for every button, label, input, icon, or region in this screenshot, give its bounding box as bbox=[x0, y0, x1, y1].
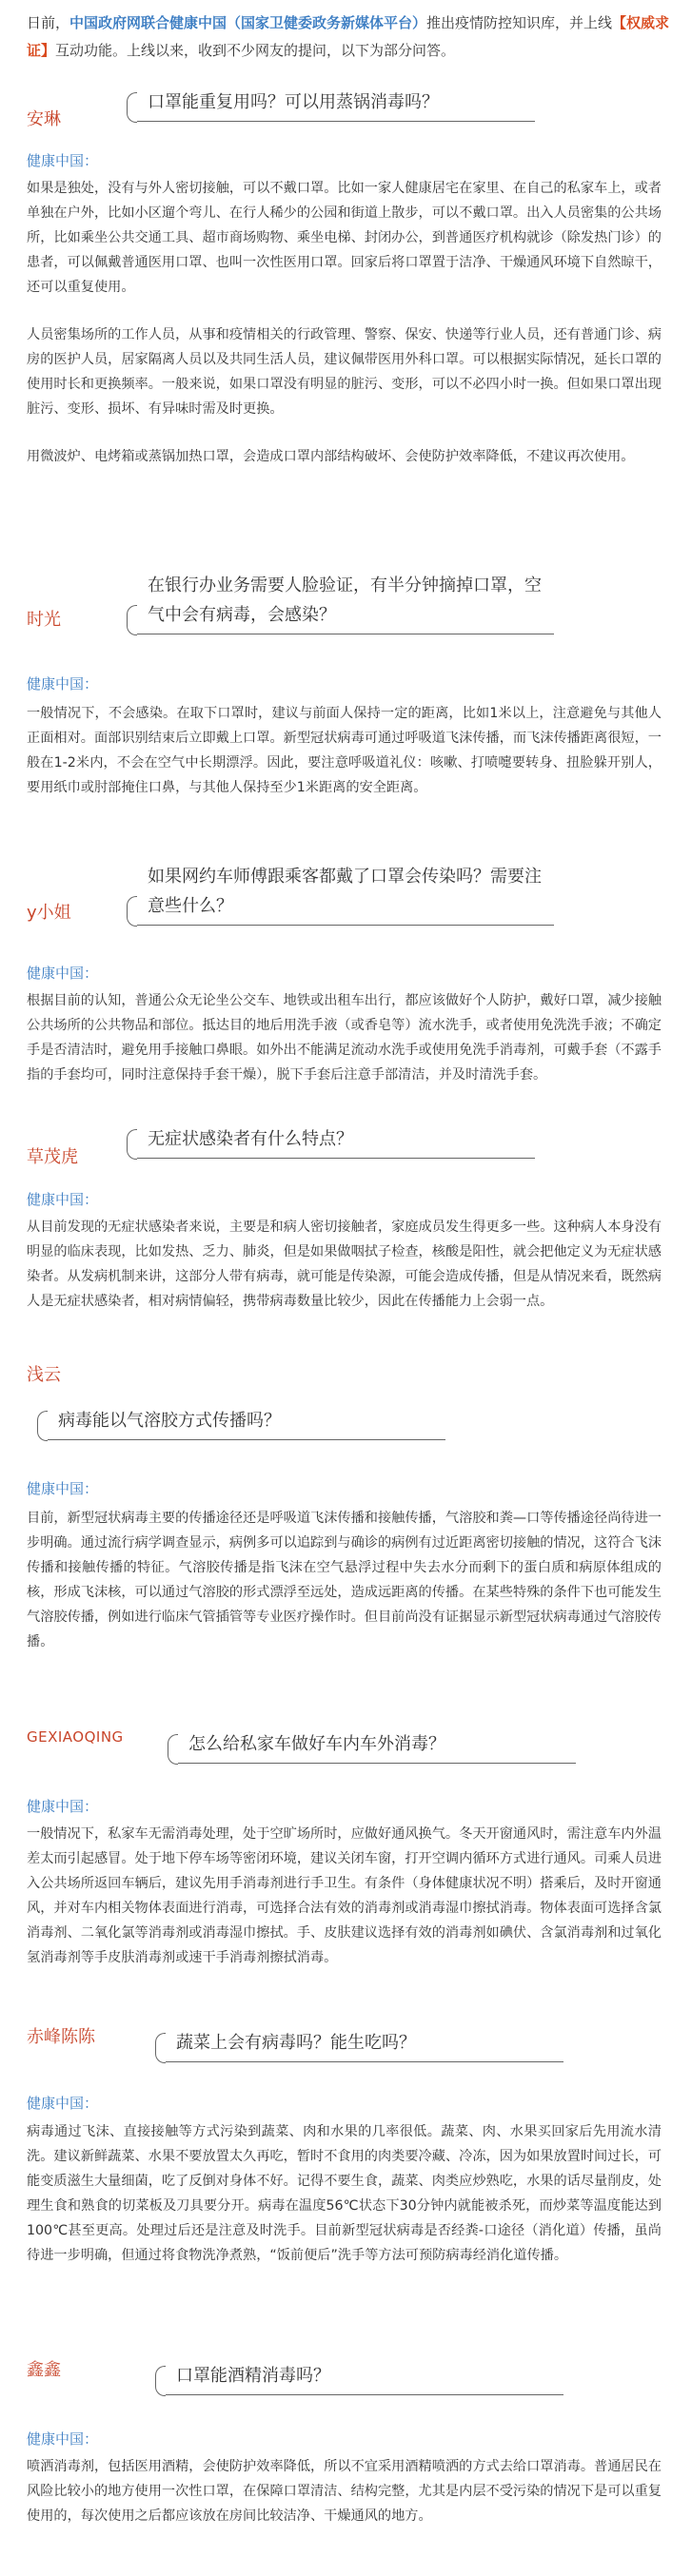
question-bubble bbox=[135, 569, 554, 634]
answer-body bbox=[27, 701, 662, 800]
question-bubble bbox=[135, 86, 535, 122]
asker-name: 草茂虎 bbox=[27, 1147, 78, 1167]
answer-body bbox=[27, 1822, 662, 1970]
bubble-curl bbox=[155, 2366, 166, 2396]
answer-paragraph: 如果是独处，没有与外人密切接触，可以不戴口罩。比如一家人健康居宅在家里、在自己的私家车上，或者单独在户外，比如小区遛个弯儿、在行人稀少的公园和街道上散步，可以不戴口罩。出入人员密集的公共场所，比如乘坐公共交通工具、超市商场购物、乘坐电梯、封闭办公，到普通医疗机构就诊（除发热门诊）的患者，可以佩戴普通医用口罩、也叫一次性医用口罩。回家后将口罩置于洁净、干燥通风环境下自然晾干，还可以重复使用。 bbox=[27, 181, 662, 295]
asker-name: GEXIAOQING bbox=[27, 1728, 124, 1746]
bubble-curl bbox=[127, 896, 137, 927]
question-text: 病毒能以气溶胶方式传播吗？ bbox=[58, 1411, 281, 1431]
question-text: 怎么给私家车做好车内车外消毒？ bbox=[188, 1734, 445, 1754]
asker-name: 安琳 bbox=[27, 109, 61, 129]
bubble-curl bbox=[127, 92, 137, 123]
intro-feature-label: 【权威求证】 bbox=[27, 14, 670, 59]
asker-name: 浅云 bbox=[27, 1365, 61, 1385]
answer-paragraph: 从目前发现的无症状感染者来说，主要是和病人密切接触者，家庭成员发生得更多一些。这种病人本身没有明显的临床表现，比如发热、乏力、肺炎，但是如果做咽拭子检查，核酸是阳性，就会把他定义为无症状感染者。从发病机制来讲，这部分人带有病毒，就可能是传染源，可能会造成传播，但是从情况来看，既然病人是无症状感染者，相对病情偏轻，携带病毒数量比较少，因此在传播能力上会弱一点。 bbox=[27, 1220, 662, 1309]
answer-body bbox=[27, 988, 662, 1087]
bubble-curl bbox=[127, 605, 137, 635]
answer-paragraph: 用微波炉、电烤箱或蒸锅加热口罩，会造成口罩内部结构破坏、会使防护效率降低，不建议再次使用。 bbox=[27, 449, 635, 464]
asker-name: y小姐 bbox=[27, 903, 71, 923]
bubble-curl bbox=[168, 1734, 178, 1765]
answer-body bbox=[27, 176, 662, 469]
question-bubble bbox=[164, 2359, 563, 2395]
bubble-curl bbox=[127, 1129, 137, 1160]
question-text: 口罩能重复用吗？可以用蒸锅消毒吗？ bbox=[148, 92, 439, 112]
intro-mid: 推出疫情防控知识库，并上线 bbox=[426, 14, 613, 31]
answer-source: 健康中国： bbox=[27, 1480, 99, 1497]
bubble-curl bbox=[155, 2033, 166, 2063]
answer-body bbox=[27, 1506, 662, 1654]
question-text: 在银行办业务需要人脸验证，有半分钟摘掉口罩，空气中会有病毒，会感染？ bbox=[148, 576, 542, 625]
answer-body bbox=[27, 1215, 662, 1314]
answer-paragraph: 人员密集场所的工作人员，从事和疫情相关的行政管理、警察、保安、快递等行业人员，还有普通门诊、病房的医护人员，居家隔离人员以及共同生活人员，建议佩带医用外科口罩。可以根据实际情况，延长口罩的使用时长和更换频率。一般来说，如果口罩没有明显的脏污、变形，可以不必四小时一换。但如果口罩出现脏污、变形、损坏、有异味时需及时更换。 bbox=[27, 327, 662, 417]
answer-paragraph: 喷洒消毒剂，包括医用酒精，会使防护效率降低，所以不宜采用酒精喷洒的方式去给口罩消毒。普通居民在风险比较小的地方使用一次性口罩，在保障口罩清洁、结构完整，尤其是内层不受污染的情况下是可以重复使用的，每次使用之后都应该放在房间比较洁净、干燥通风的地方。 bbox=[27, 2459, 662, 2524]
asker-name: 赤峰陈陈 bbox=[27, 2027, 95, 2047]
question-text: 蔬菜上会有病毒吗？能生吃吗？ bbox=[176, 2033, 416, 2053]
answer-paragraph: 一般情况下，不会感染。在取下口罩时，建议与前面人保持一定的距离，比如1米以上，注意避免与其他人正面相对。面部识别结束后立即戴上口罩。新型冠状病毒可通过呼吸道飞沫传播，而飞沫传播距离很短，一般在1-2米内，不会在空气中长期漂浮。因此，要注意呼吸道礼仪：咳嗽、打喷嚏要转身、扭脸躲开别人，要用纸巾或肘部掩住口鼻，与其他人保持至少1米距离的安全距离。 bbox=[27, 706, 662, 795]
question-bubble bbox=[135, 1122, 535, 1159]
answer-paragraph: 目前，新型冠状病毒主要的传播途径还是呼吸道飞沫传播和接触传播，气溶胶和粪—口等传播途径尚待进一步明确。通过流行病学调查显示，病例多可以追踪到与确诊的病例有过近距离密切接触的情况，这符合飞沫传播和接触传播的特征。气溶胶传播是指飞沫在空气悬浮过程中失去水分而剩下的蛋白质和病原体组成的核，形成飞沫核，可以通过气溶胶的形式漂浮至远处，造成远距离的传播。在某些特殊的条件下也可能发生气溶胶传播，例如进行临床气管插管等专业医疗操作时。但目前尚没有证据显示新型冠状病毒通过气溶胶传播。 bbox=[27, 1511, 662, 1649]
asker-name: 时光 bbox=[27, 610, 61, 630]
answer-source: 健康中国： bbox=[27, 1191, 99, 1208]
question-text: 口罩能酒精消毒吗？ bbox=[176, 2366, 330, 2386]
question-text: 无症状感染者有什么特点？ bbox=[148, 1129, 353, 1149]
bubble-curl bbox=[37, 1411, 48, 1441]
intro-paragraph bbox=[27, 10, 683, 65]
question-bubble bbox=[46, 1404, 445, 1440]
answer-paragraph: 根据目前的认知，普通公众无论坐公交车、地铁或出租车出行，都应该做好个人防护，戴好口罩，减少接触公共场所的公共物品和部位。抵达目的地后用洗手液（或香皂等）流水洗手，或者使用免洗洗手液；不确定手是否清洁时，避免用手接触口鼻眼。如外出不能满足流动水洗手或使用免洗手消毒剂，可戴手套（不露手指的手套均可，同时注意保持手套干燥），脱下手套后注意手部清洁，并及时清洗手套。 bbox=[27, 993, 662, 1083]
intro-org-link[interactable]: 中国政府网联合健康中国（国家卫健委政务新媒体平台） bbox=[69, 14, 427, 31]
answer-paragraph: 一般情况下，私家车无需消毒处理，处于空旷场所时，应做好通风换气。冬天开窗通风时，需注意车内外温差太而引起感冒。处于地下停车场等密闭环境，建议关闭车窗，打开空调内循环方式进行通风。司乘人员进入公共场所返回车辆后，建议先用手消毒剂进行手卫生。有条件（身体健康状况不明）搭乘后，及时开窗通风，并对车内相关物体表面进行消毒，可选择合法有效的消毒剂或消毒湿巾擦拭消毒。物体表面可选择含氯消毒剂、二氧化氯等消毒剂或消毒湿巾擦拭。手、皮肤建议选择有效的消毒剂如碘伏、含氯消毒剂和过氧化氢消毒剂等手皮肤消毒剂或速干手消毒剂擦拭消毒。 bbox=[27, 1826, 662, 1965]
intro-suffix: 互动功能。上线以来，收到不少网友的提问，以下为部分问答。 bbox=[55, 42, 456, 59]
answer-source: 健康中国： bbox=[27, 675, 99, 693]
question-text: 如果网约车师傅跟乘客都戴了口罩会传染吗？需要注意些什么？ bbox=[148, 867, 542, 916]
intro-prefix: 日前， bbox=[27, 14, 70, 31]
answer-paragraph: 病毒通过飞沫、直接接触等方式污染到蔬菜、肉和水果的几率很低。蔬菜、肉、水果买回家后先用流水清洗。建议新鲜蔬菜、水果不要放置太久再吃，暂时不食用的肉类要冷藏、冷冻，因为如果放置时间过长，可能变质滋生大量细菌，吃了反倒对身体不好。记得不要生食，蔬菜、肉类应炒熟吃，水果的话尽量削皮，处理生食和熟食的切菜板及刀具要分开。病毒在温度56℃状态下30分钟内就能被杀死，而炒菜等温度能达到100℃甚至更高。处理过后还是注意及时洗手。目前新型冠状病毒是否经粪-口途径（消化道）传播，虽尚待进一步明确，但通过将食物洗净煮熟，“饭前便后”洗手等方法可预防病毒经消化道传播。 bbox=[27, 2124, 662, 2263]
asker-name: 鑫鑫 bbox=[27, 2360, 61, 2380]
answer-source: 健康中国： bbox=[27, 965, 99, 982]
answer-source: 健康中国： bbox=[27, 2095, 99, 2112]
answer-source: 健康中国： bbox=[27, 1798, 99, 1815]
answer-body bbox=[27, 2119, 662, 2268]
question-bubble bbox=[164, 2026, 563, 2062]
answer-body bbox=[27, 2454, 662, 2528]
question-bubble bbox=[176, 1727, 576, 1764]
answer-source: 健康中国： bbox=[27, 152, 99, 169]
answer-source: 健康中国： bbox=[27, 2430, 99, 2448]
question-bubble bbox=[135, 860, 554, 926]
